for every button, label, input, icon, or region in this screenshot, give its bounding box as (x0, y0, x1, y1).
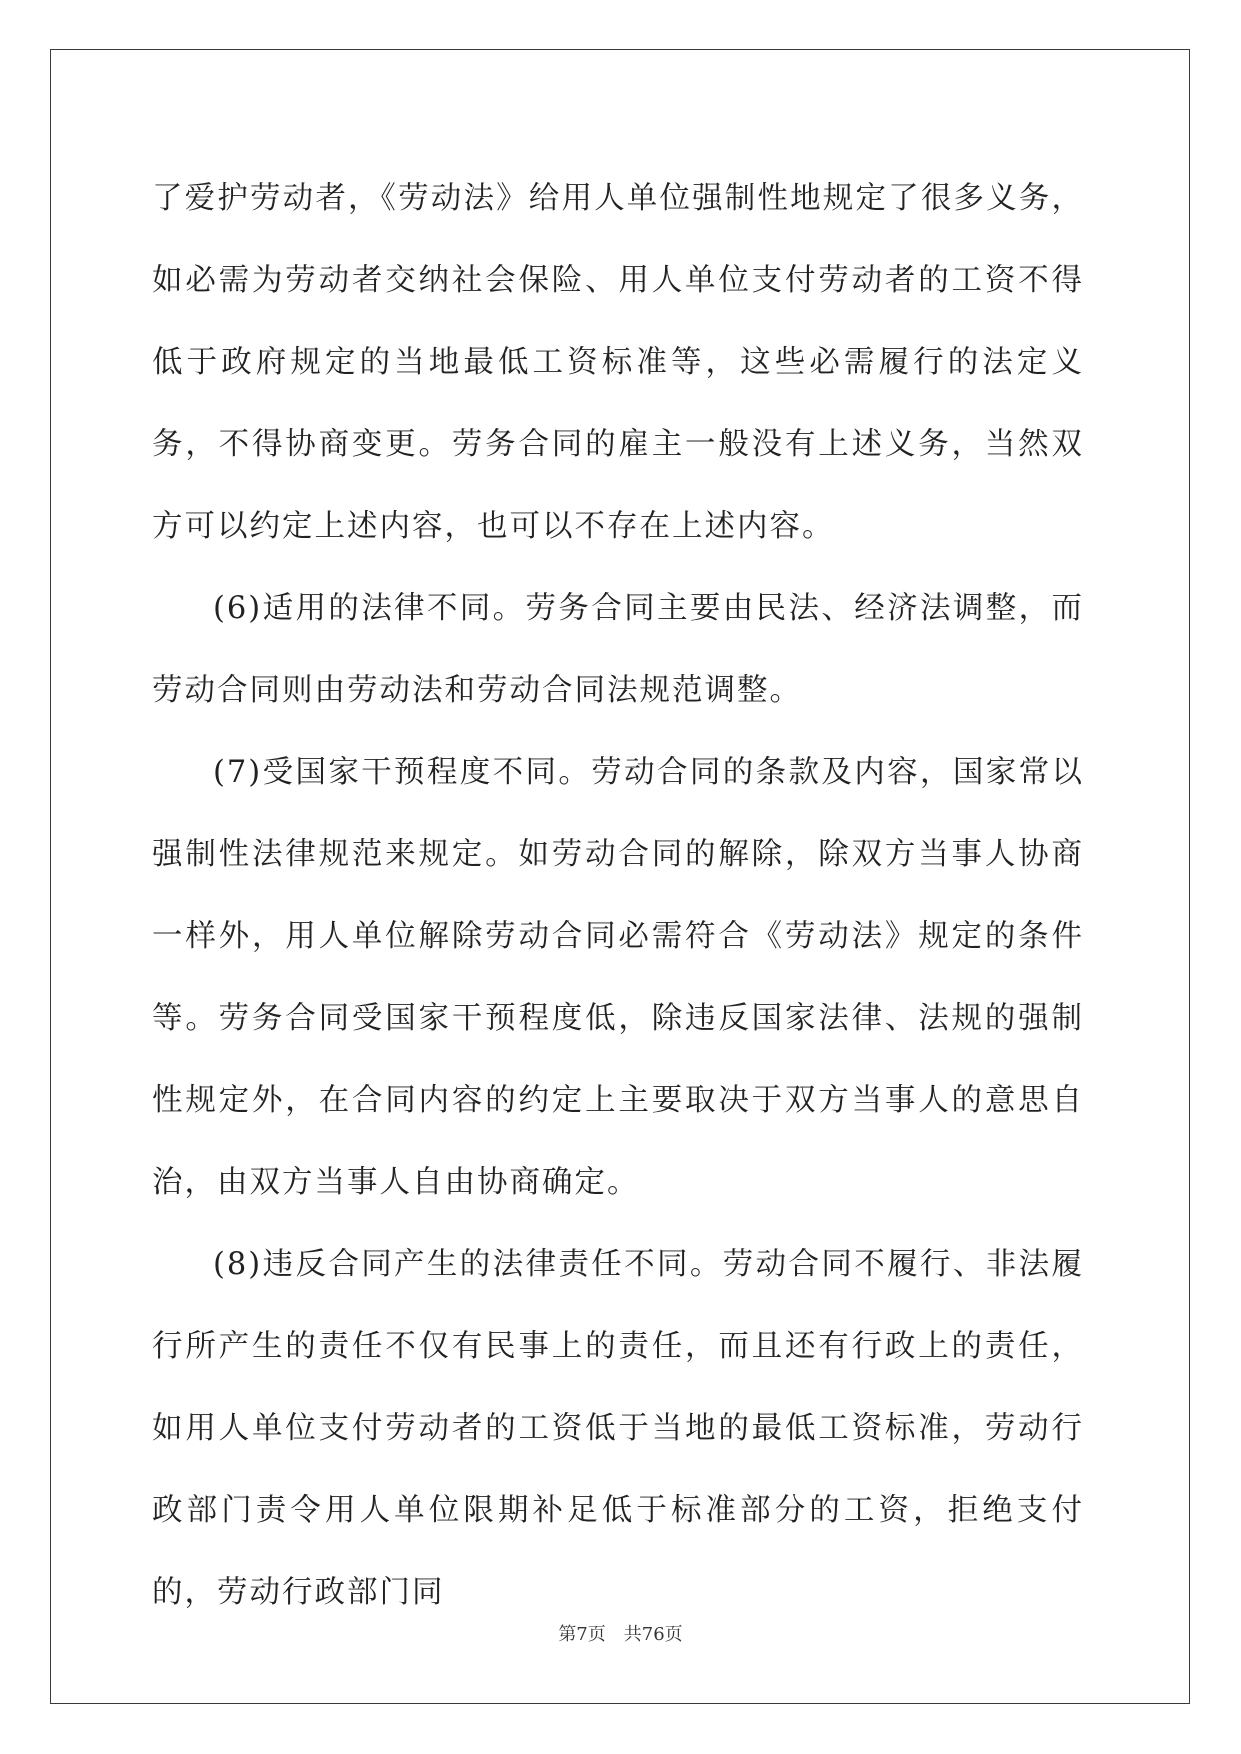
total-page-count: 共76页 (623, 1624, 683, 1645)
page-footer (0, 1620, 1241, 1646)
paragraph-1: 了爱护劳动者，《劳动法》给用人单位强制性地规定了很多义务，如必需为劳动者交纳社会保险、用人单位支付劳动者的工资不得低于政府规定的当地最低工资标准等，这些必需履行的法定义务，不得协商变更。劳务合同的雇主一般没有上述义务，当然双方可以约定上述内容，也可以不存在上述内容。 (152, 181, 1084, 544)
current-page-number: 第7页 (558, 1624, 606, 1645)
paragraph-4: (8)违反合同产生的法律责任不同。劳动合同不履行、非法履行所产生的责任不仅有民事上的责任，而且还有行政上的责任，如用人单位支付劳动者的工资低于当地的最低工资标准，劳动行政部门责令用人单位限期补足低于标准部分的工资，拒绝支付的，劳动行政部门同 (152, 1247, 1084, 1610)
paragraph-2: (6)适用的法律不同。劳务合同主要由民法、经济法调整，而劳动合同则由劳动法和劳动合同法规范调整。 (152, 591, 1084, 708)
document-body (152, 158, 1084, 1634)
paragraph-3: (7)受国家干预程度不同。劳动合同的条款及内容，国家常以强制性法律规范来规定。如劳动合同的解除，除双方当事人协商一样外，用人单位解除劳动合同必需符合《劳动法》规定的条件等。劳务合同受国家干预程度低，除违反国家法律、法规的强制性规定外，在合同内容的约定上主要取决于双方当事人的意思自治，由双方当事人自由协商确定。 (152, 755, 1084, 1200)
